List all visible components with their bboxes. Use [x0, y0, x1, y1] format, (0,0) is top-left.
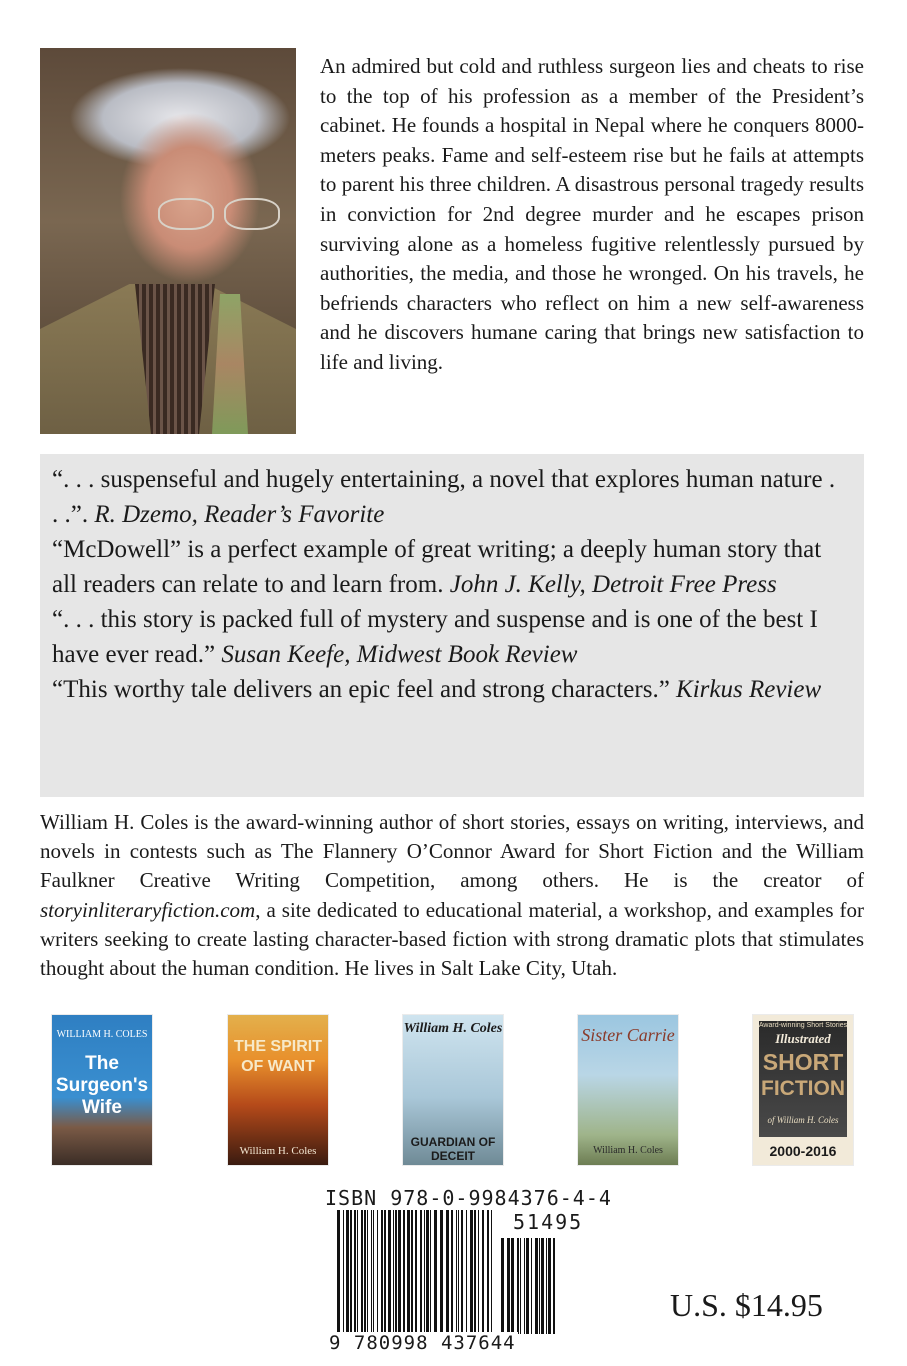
barcode-stripe	[357, 1210, 358, 1334]
photo-glasses	[158, 198, 288, 228]
barcode-stripe	[337, 1210, 340, 1334]
review-box	[40, 454, 864, 797]
review-4: “This worthy tale delivers an epic feel and strong characters.” Kirkus Review	[52, 676, 822, 703]
barcode-stripe	[354, 1210, 356, 1334]
barcode-stripe	[373, 1210, 374, 1334]
barcode-stripe	[546, 1238, 547, 1334]
barcode-stripe	[407, 1210, 410, 1334]
barcode-stripe	[526, 1238, 529, 1334]
barcode-stripe	[517, 1238, 519, 1334]
barcode-stripe	[346, 1210, 349, 1334]
barcode-stripe	[487, 1210, 489, 1334]
barcode-stripe	[424, 1210, 425, 1334]
barcode-stripe	[411, 1210, 413, 1334]
barcode-stripe	[482, 1210, 484, 1334]
author-photo	[40, 48, 296, 434]
barcode-stripe	[388, 1210, 391, 1334]
barcode-addon-number: 51495	[513, 1210, 584, 1234]
barcode-stripe	[511, 1238, 514, 1334]
book-cover-surgeons-wife: WILLIAM H. COLES The Surgeon's Wife	[52, 1015, 152, 1165]
review-3: “. . . this story is packed full of mystery and suspense and is one of the best I have ever read.” Susan Keefe, Midwest Book Review	[52, 606, 818, 668]
barcode-stripe	[531, 1238, 532, 1334]
barcode-stripe	[384, 1210, 386, 1334]
book-cover-guardian-of-deceit: William H. Coles GUARDIAN OF DECEIT	[403, 1015, 503, 1165]
barcode-stripe	[535, 1238, 538, 1334]
barcode-stripe	[381, 1210, 383, 1334]
barcode-stripe	[343, 1210, 344, 1334]
barcode-stripe	[434, 1210, 437, 1334]
barcode-stripe	[461, 1210, 463, 1334]
barcode-stripe	[478, 1210, 479, 1334]
barcode-stripe	[524, 1238, 525, 1334]
barcode	[305, 1186, 612, 1366]
website-link: storyinliteraryfiction.com	[40, 897, 256, 922]
barcode-stripe	[377, 1210, 378, 1334]
barcode-stripe	[364, 1210, 366, 1334]
barcode-stripe	[398, 1210, 401, 1334]
book-cover-sister-carrie: Sister Carrie William H. Coles	[578, 1015, 678, 1165]
barcode-stripe	[456, 1210, 457, 1334]
barcode-stripe	[446, 1210, 449, 1334]
review-1: “. . . suspenseful and hugely entertaining, a novel that explores human nature . . .”. R. Dzemo, Reader’s Favorite	[52, 466, 836, 528]
barcode-stripe	[415, 1210, 417, 1334]
barcode-stripe	[393, 1210, 394, 1334]
barcode-stripe	[430, 1210, 431, 1334]
barcode-stripe	[548, 1238, 551, 1334]
barcode-stripe	[539, 1238, 540, 1334]
isbn-number: ISBN 978-0-9984376-4-4	[325, 1186, 612, 1210]
barcode-stripe	[420, 1210, 422, 1334]
price: U.S. $14.95	[670, 1287, 823, 1323]
review-2: “McDowell” is a perfect example of great writing; a deeply human story that all readers can relate to and learn from. John J. Kelly, Detroit Free Press	[52, 536, 822, 598]
barcode-stripe	[451, 1210, 453, 1334]
author-bio: William H. Coles is the award-winning author of short stories, essays on writing, interviews, and novels in contests such as The Flannery O’Connor Award for Short Fiction and the William Faulkner Creative Writing Competition, among others. He is the creator of storyinliteraryfiction.com, a site dedicated to educational material, a workshop, and examples for writers seeking to create lasting character-based fiction with strong dramatic plots that stimulates thought about the human condition. He lives in Salt Lake City, Utah.	[40, 810, 864, 981]
barcode-stripe	[553, 1238, 555, 1334]
barcode-stripe	[367, 1210, 368, 1334]
barcode-stripe	[458, 1210, 459, 1334]
ean-number: 9 780998 437644	[329, 1332, 516, 1354]
barcode-stripe	[426, 1210, 429, 1334]
barcode-stripe	[520, 1238, 521, 1334]
barcode-stripe	[371, 1210, 372, 1334]
barcode-stripe	[491, 1210, 492, 1334]
barcode-stripe	[350, 1210, 352, 1334]
barcode-stripe	[440, 1210, 443, 1334]
barcode-stripe	[470, 1210, 473, 1334]
book-cover-illustrated-short-fiction: Award-winning Short Stories Illustrated SHORT FICTION of William H. Coles 2000-2016	[753, 1015, 853, 1165]
barcode-stripe	[501, 1238, 504, 1334]
book-cover-spirit-of-want: THE SPIRIT OF WANT William H. Coles	[228, 1015, 328, 1165]
barcode-stripe	[507, 1238, 510, 1334]
book-blurb: An admired but cold and ruthless surgeon lies and cheats to rise to the top of his profession as a member of the President’s cabinet. He founds a hospital in Nepal where he conquers 8000-meters peaks. Fame and self-esteem rise but he fails at attempts to parent his three children. A disastrous personal tragedy results in conviction for 2nd degree murder and he escapes prison surviving alone as a homeless fugitive relentlessly pursued by authorities, the media, and those he wronged. On his travels, he befriends characters who reflect on him a new self-awareness and he discovers humane caring that brings new satisfaction to life and living.	[320, 54, 864, 374]
barcode-stripe	[395, 1210, 397, 1334]
barcode-stripe	[361, 1210, 363, 1334]
barcode-stripe	[541, 1238, 544, 1334]
barcode-stripe	[474, 1210, 476, 1334]
barcode-stripe	[466, 1210, 467, 1334]
barcode-stripe	[403, 1210, 405, 1334]
barcode-bars	[337, 1210, 497, 1334]
barcode-addon-bars	[501, 1238, 557, 1334]
